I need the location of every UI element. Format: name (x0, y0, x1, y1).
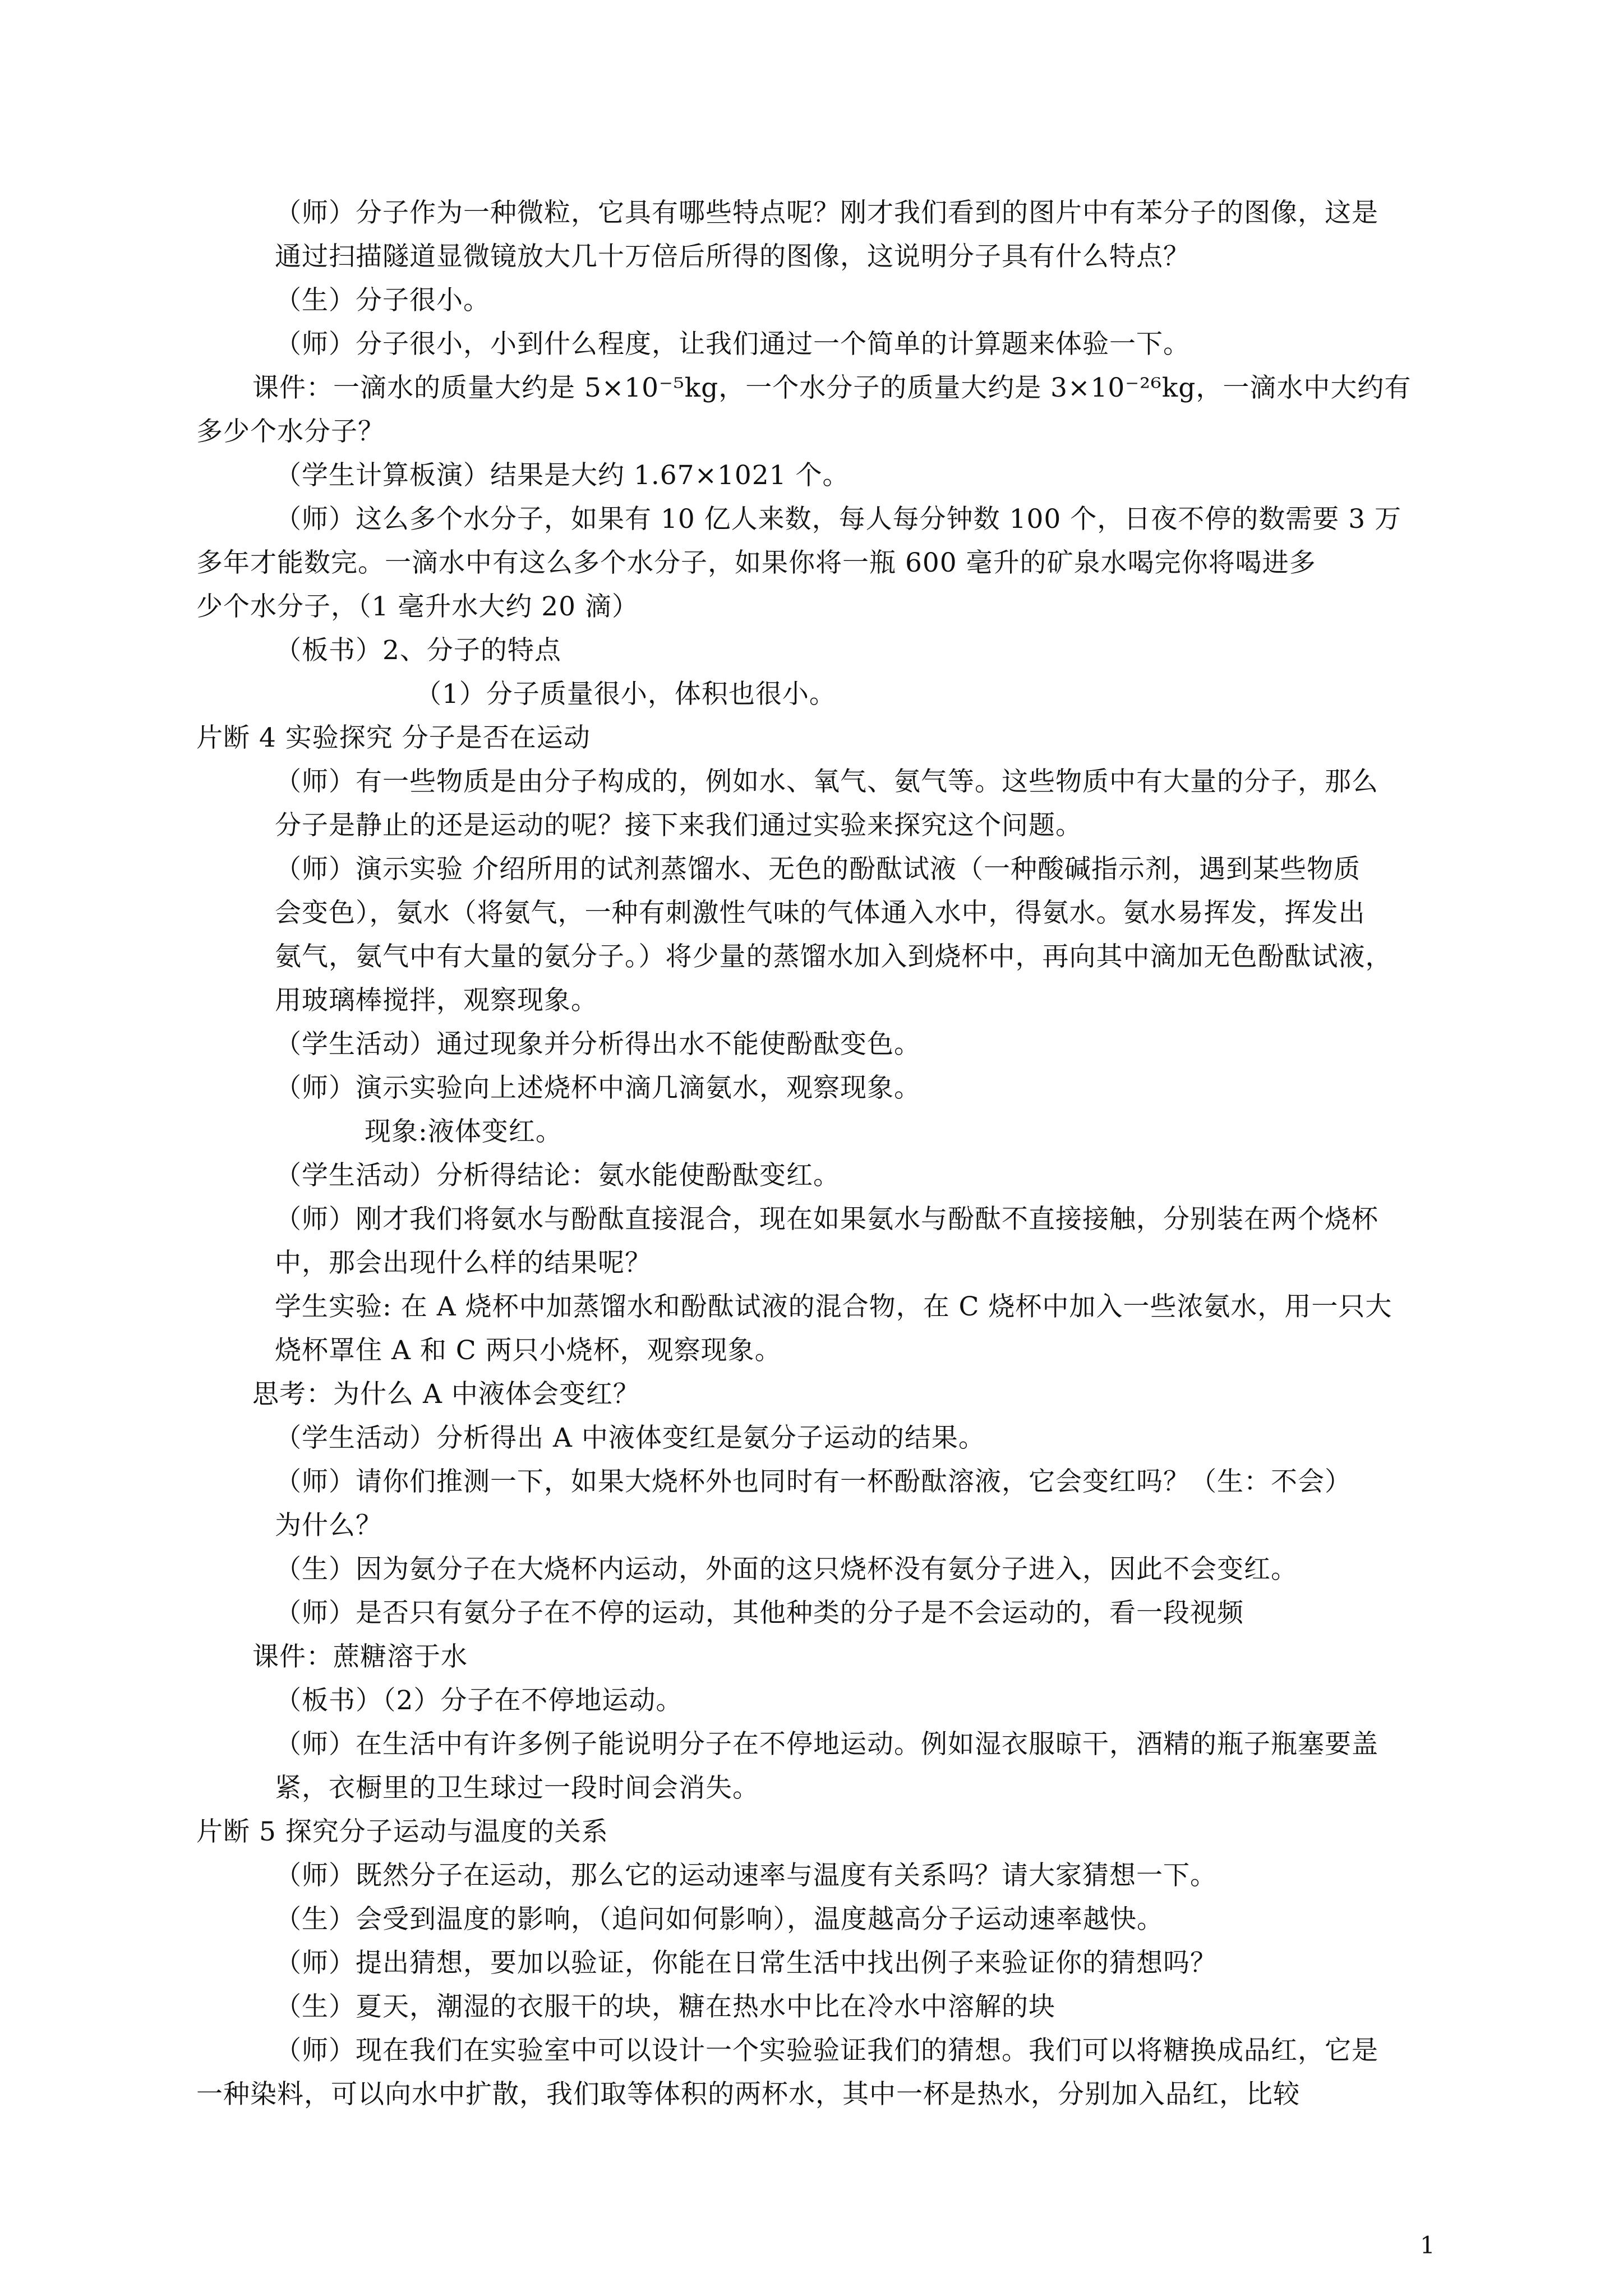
text-line: （板书）2、分子的特点 (275, 635, 561, 666)
text-line: （师）请你们推测一下，如果大烧杯外也同时有一杯酚酞溶液，它会变红吗？（生：不会） (275, 1466, 1352, 1497)
text-line: （师）刚才我们将氨水与酚酞直接混合，现在如果氨水与酚酞不直接接触，分别装在两个烧杯 (275, 1204, 1378, 1235)
text-line: 一种染料，可以向水中扩散，我们取等体积的两杯水，其中一杯是热水，分别加入品红，比较 (196, 2079, 1300, 2110)
text-line: 用玻璃棒搅拌，观察现象。 (275, 985, 598, 1016)
text-line: 会变色），氨水（将氨气，一种有刺激性气味的气体通入水中，得氨水。氨水易挥发，挥发出 (275, 898, 1366, 928)
text-line: （师）既然分子在运动，那么它的运动速率与温度有关系吗？请大家猜想一下。 (275, 1860, 1217, 1891)
text-line: 氨气，氨气中有大量的氨分子。）将少量的蒸馏水加入到烧杯中，再向其中滴加无色酚酞试液， (275, 941, 1393, 972)
text-line: （师）有一些物质是由分子构成的，例如水、氧气、氨气等。这些物质中有大量的分子，那么 (275, 766, 1378, 797)
text-line: （1）分子质量很小，体积也很小。 (415, 679, 836, 710)
text-line: 中，那会出现什么样的结果呢？ (275, 1248, 652, 1278)
text-line: 少个水分子，（1 毫升水大约 20 滴） (196, 591, 639, 622)
section-heading: 片断 5 探究分子运动与温度的关系 (196, 1816, 608, 1847)
text-line: 学生实验: 在 A 烧杯中加蒸馏水和酚酞试液的混合物，在 C 烧杯中加入一些浓氨水，用一只大 (275, 1291, 1393, 1322)
text-line: 烧杯罩住 A 和 C 两只小烧杯，观察现象。 (275, 1335, 782, 1366)
text-line: （生）夏天，潮湿的衣服干的块，糖在热水中比在冷水中溶解的块 (275, 1991, 1055, 2022)
text-line: 课件：蔗糖溶于水 (252, 1641, 468, 1672)
text-line: （生）因为氨分子在大烧杯内运动，外面的这只烧杯没有氨分子进入，因此不会变红。 (275, 1554, 1298, 1585)
text-line: （学生活动）通过现象并分析得出水不能使酚酞变色。 (275, 1029, 921, 1060)
text-line: （学生活动）分析得结论：氨水能使酚酞变红。 (275, 1160, 840, 1191)
text-line: （师）演示实验 介绍所用的试剂蒸馏水、无色的酚酞试液（一种酸碱指示剂，遇到某些物质 (275, 854, 1361, 885)
text-line: 通过扫描隧道显微镜放大几十万倍后所得的图像，这说明分子具有什么特点？ (275, 241, 1190, 272)
text-line: （学生活动）分析得出 A 中液体变红是氨分子运动的结果。 (275, 1423, 985, 1453)
text-line: 紧，衣橱里的卫生球过一段时间会消失。 (275, 1773, 759, 1803)
text-line: 多少个水分子？ (196, 416, 385, 447)
page-number: 1 (1420, 2231, 1435, 2259)
text-line: 分子是静止的还是运动的呢？接下来我们通过实验来探究这个问题。 (275, 810, 1082, 841)
text-line: 现象:液体变红。 (365, 1116, 562, 1147)
text-line: （师）提出猜想，要加以验证，你能在日常生活中找出例子来验证你的猜想吗？ (275, 1948, 1217, 1978)
section-heading: 片断 4 实验探究 分子是否在运动 (196, 723, 591, 753)
text-line: （生）分子很小。 (275, 285, 490, 316)
text-line: 课件：一滴水的质量大约是 5×10⁻⁵kg，一个水分子的质量大约是 3×10⁻²⁶kg，一滴水中大约有 (252, 372, 1412, 403)
text-line: 多年才能数完。一滴水中有这么多个水分子，如果你将一瓶 600 毫升的矿泉水喝完你将喝进多 (196, 547, 1316, 578)
text-line: 为什么？ (275, 1510, 382, 1541)
text-line: （师）是否只有氨分子在不停的运动，其他种类的分子是不会运动的，看一段视频 (275, 1598, 1244, 1628)
text-line: （板书）（2）分子在不停地运动。 (275, 1685, 683, 1716)
text-line: （学生计算板演）结果是大约 1.67×1021 个。 (275, 460, 850, 491)
text-line: （师）现在我们在实验室中可以设计一个实验验证我们的猜想。我们可以将糖换成品红，它是 (275, 2035, 1378, 2066)
text-line: 思考：为什么 A 中液体会变红？ (252, 1379, 640, 1410)
text-line: （师）在生活中有许多例子能说明分子在不停地运动。例如湿衣服晾干，酒精的瓶子瓶塞要盖 (275, 1729, 1378, 1760)
text-line: （生）会受到温度的影响，（追问如何影响），温度越高分子运动速率越快。 (275, 1904, 1164, 1935)
text-line: （师）分子很小，小到什么程度，让我们通过一个简单的计算题来体验一下。 (275, 329, 1190, 360)
text-line: （师）分子作为一种微粒，它具有哪些特点呢？刚才我们看到的图片中有苯分子的图像，这是 (275, 197, 1378, 228)
text-line: （师）这么多个水分子，如果有 10 亿人来数，每人每分钟数 100 个，日夜不停的数需要 3 万 (275, 504, 1402, 535)
text-line: （师）演示实验向上述烧杯中滴几滴氨水，观察现象。 (275, 1073, 921, 1103)
